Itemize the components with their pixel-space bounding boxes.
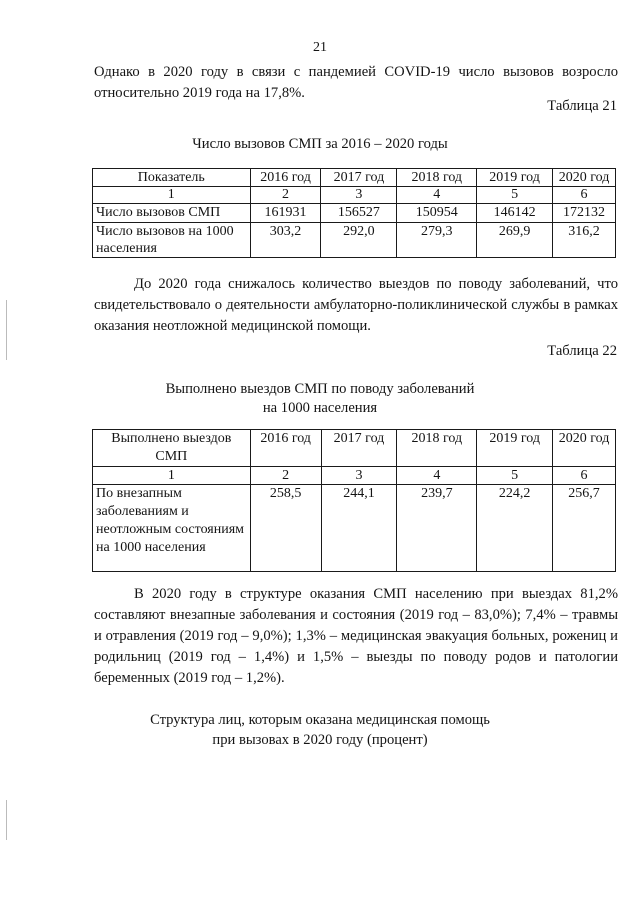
- table21-number-cell: 1: [93, 187, 251, 204]
- table22-number-cell: 4: [397, 467, 477, 485]
- table22-header-cell: Выполнено выездов СМП: [93, 430, 251, 467]
- table22: [92, 429, 616, 572]
- table21-number-cell: 4: [397, 187, 477, 204]
- table21-label: Таблица 21: [547, 98, 617, 114]
- table22-header-cell: 2020 год: [553, 430, 616, 467]
- table22-number-row: [93, 467, 616, 485]
- table22-row-label: По внезапным заболеваниям и неотложным состояниям на 1000 населения: [93, 485, 251, 572]
- table22-title-line1: Выполнено выездов СМП по поводу заболеваний: [165, 381, 475, 397]
- table-row: [93, 223, 616, 258]
- table21-number-cell: 6: [553, 187, 616, 204]
- table21-header-cell: 2016 год: [250, 169, 321, 187]
- table21-row-label: Число вызовов на 1000 населения: [93, 223, 251, 258]
- scan-margin-line: [6, 800, 7, 840]
- structure-title-line2: при вызовах в 2020 году (процент): [212, 732, 428, 748]
- table-row: [93, 204, 616, 223]
- table21-cell: 279,3: [397, 223, 477, 258]
- middle-paragraph: До 2020 года снижалось количество выездов по поводу заболеваний, что свидетельствовало о деятельности амбулаторно-поликлинической службы в рамках оказания неотложной медицинской помощи.: [94, 276, 618, 334]
- table21-cell: 316,2: [553, 223, 616, 258]
- table22-header-row: [93, 430, 616, 467]
- final-paragraph: В 2020 году в структуре оказания СМП населению при выездах 81,2% составляют внезапные заболевания и состояния (2019 год – 83,0%); 7,4% – травмы и отравления (2019 год – 9,0%); 1,3% – медицинская эвакуация больных, рожениц и родильниц (2019 год – 1,4%) и 1,5% – выезды по поводу родов и патологии беременных (2019 год – 1,2%).: [94, 586, 618, 686]
- table21-cell: 150954: [397, 204, 477, 223]
- table22-number-cell: 5: [477, 467, 553, 485]
- table22-cell: 224,2: [477, 485, 553, 572]
- table22-cell: 258,5: [250, 485, 321, 572]
- table-row: [93, 485, 616, 572]
- table21-row-label: Число вызовов СМП: [93, 204, 251, 223]
- table22-label: Таблица 22: [547, 343, 617, 359]
- table22-number-cell: 3: [321, 467, 397, 485]
- table21-header-cell: Показатель: [93, 169, 251, 187]
- table22-header-cell: 2018 год: [397, 430, 477, 467]
- table21-cell: 292,0: [321, 223, 397, 258]
- table21-number-cell: 2: [250, 187, 321, 204]
- table22-cell: 244,1: [321, 485, 397, 572]
- table22-number-cell: 6: [553, 467, 616, 485]
- table21: [92, 168, 616, 258]
- table22-header-cell: 2019 год: [477, 430, 553, 467]
- table21-number-cell: 3: [321, 187, 397, 204]
- table22-header-cell: 2016 год: [250, 430, 321, 467]
- table21-header-cell: 2017 год: [321, 169, 397, 187]
- table21-header-cell: 2020 год: [553, 169, 616, 187]
- table22-cell: 239,7: [397, 485, 477, 572]
- table21-number-row: [93, 187, 616, 204]
- scan-margin-line: [6, 300, 7, 360]
- table21-cell: 269,9: [477, 223, 553, 258]
- table21-cell: 172132: [553, 204, 616, 223]
- table21-header-cell: 2019 год: [477, 169, 553, 187]
- table21-header-cell: 2018 год: [397, 169, 477, 187]
- table21-title: Число вызовов СМП за 2016 – 2020 годы: [192, 136, 448, 152]
- table21-number-cell: 5: [477, 187, 553, 204]
- table21-cell: 161931: [250, 204, 321, 223]
- table21-cell: 146142: [477, 204, 553, 223]
- intro-paragraph: Однако в 2020 году в связи с пандемией COVID-19 число вызовов возросло относительно 2019 года на 17,8%.: [94, 64, 618, 101]
- table21-cell: 156527: [321, 204, 397, 223]
- table21-header-row: [93, 169, 616, 187]
- structure-title-line1: Структура лиц, которым оказана медицинская помощь: [150, 712, 490, 728]
- table22-cell: 256,7: [553, 485, 616, 572]
- table22-number-cell: 2: [250, 467, 321, 485]
- table21-cell: 303,2: [250, 223, 321, 258]
- page-number: 21: [313, 40, 327, 55]
- table22-number-cell: 1: [93, 467, 251, 485]
- table22-title-line2: на 1000 населения: [262, 400, 378, 416]
- table22-header-cell: 2017 год: [321, 430, 397, 467]
